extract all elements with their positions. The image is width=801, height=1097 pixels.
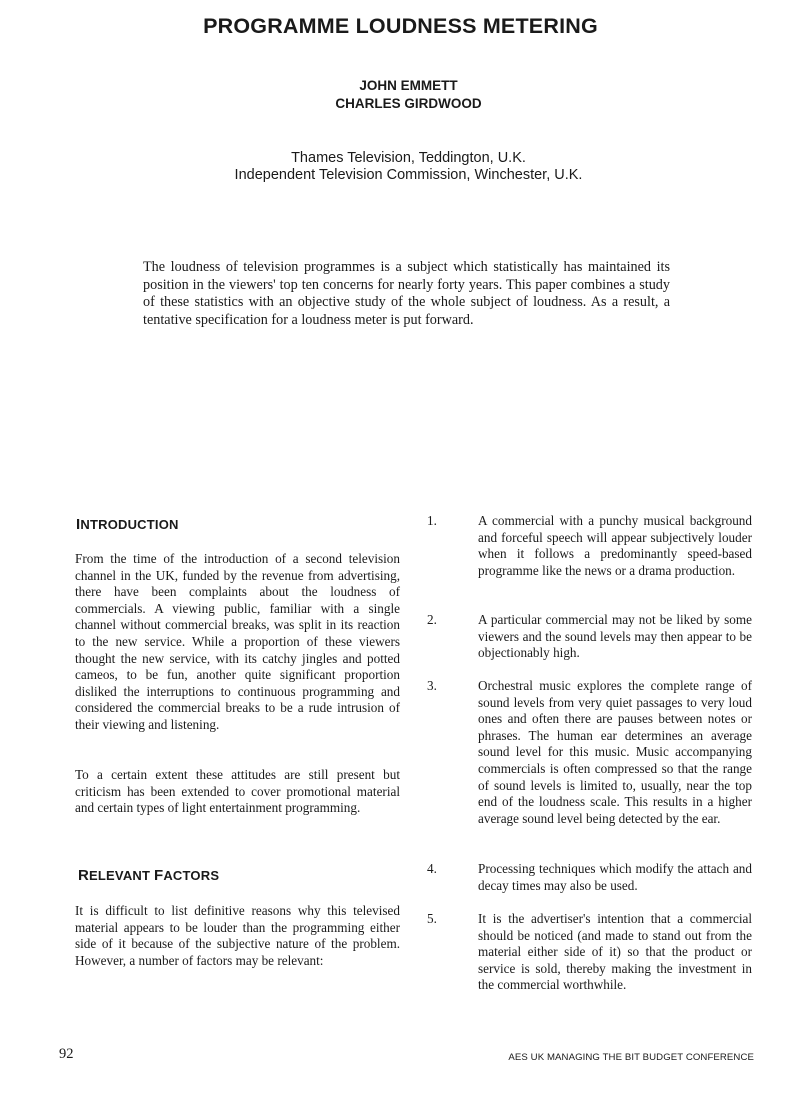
author-2: CHARLES GIRDWOOD xyxy=(335,96,482,111)
heading-initial: I xyxy=(76,516,81,533)
list-item-text: Orchestral music explores the complete range of sound levels from very quiet passages to very loud ones and often there are pauses between notes or phrases. The human ear determines an average sound level for this music. Music accompanying commercials is often compressed so that the range of sound levels is limited to, usually, near the top end of the loudness scale. This results in a higher average sound level being detected by the ear. xyxy=(478,678,752,826)
heading-initial: F xyxy=(153,867,164,884)
list-item-number: 2. xyxy=(427,612,437,627)
affiliation-1: Thames Television, Teddington, U.K. xyxy=(291,150,526,166)
page-number: 92 xyxy=(59,1046,74,1062)
section-heading-introduction xyxy=(76,516,179,533)
heading-rest: ACTORS xyxy=(163,868,220,883)
factors-paragraph-1: It is difficult to list definitive reasons why this televised material appears to be louder than the programming either side of it because of the subjective nature of the problem. However, a number of factors may be relevant: xyxy=(75,903,400,968)
author-1: JOHN EMMETT xyxy=(359,78,458,93)
affiliation-2: Independent Television Commission, Winchester, U.K. xyxy=(234,167,583,183)
heading-rest: NTRODUCTION xyxy=(80,517,179,532)
list-item-number: 5. xyxy=(427,911,437,926)
section-heading-relevant-factors xyxy=(78,867,219,884)
intro-paragraph-1: From the time of the introduction of a second television channel in the UK, funded by the revenue from advertising, there have been complaints about the loudness of commercials. A viewing public, familiar with a single channel without commercial breaks, was split in its reaction to the new service. While a proportion of these viewers thought the new service, with its catchy jingles and potted cameos, to be fun, another quite significant proportion disliked the interruptions to continuous programming and considered the commercial breaks to be a rude intrusion of their viewing and listening. xyxy=(75,551,400,732)
list-item-number: 3. xyxy=(427,678,437,693)
list-item-number: 1. xyxy=(427,513,437,528)
heading-initial: R xyxy=(78,867,90,884)
list-item-text: It is the advertiser's intention that a commercial should be noticed (and made to stand out from the material either side of it) so that the product or service is sold, thereby making the investment in the commercial worthwhile. xyxy=(478,911,752,993)
heading-rest: ELEVANT xyxy=(89,868,154,883)
abstract: The loudness of television programmes is a subject which statistically has maintained its position in the viewers' top ten concerns for nearly forty years. This paper combines a study of these statistics with an objective study of the whole subject of loudness. As a result, a tentative specification for a loudness meter is put forward. xyxy=(143,259,670,328)
list-item-text: Processing techniques which modify the attach and decay times may also be used. xyxy=(478,861,752,893)
list-item-text: A particular commercial may not be liked by some viewers and the sound levels may then appear to be objectionably high. xyxy=(478,612,752,661)
paper-title: PROGRAMME LOUDNESS METERING xyxy=(203,14,598,38)
intro-paragraph-2: To a certain extent these attitudes are still present but criticism has been extended to cover promotional material and certain types of light entertainment programming. xyxy=(75,767,400,816)
list-item-number: 4. xyxy=(427,861,437,876)
conference-footer: AES UK MANAGING THE BIT BUDGET CONFERENCE xyxy=(508,1052,754,1063)
list-item-text: A commercial with a punchy musical background and forceful speech will appear subjectively louder when it follows a predominantly speed-based programme like the news or a drama production. xyxy=(478,513,752,578)
